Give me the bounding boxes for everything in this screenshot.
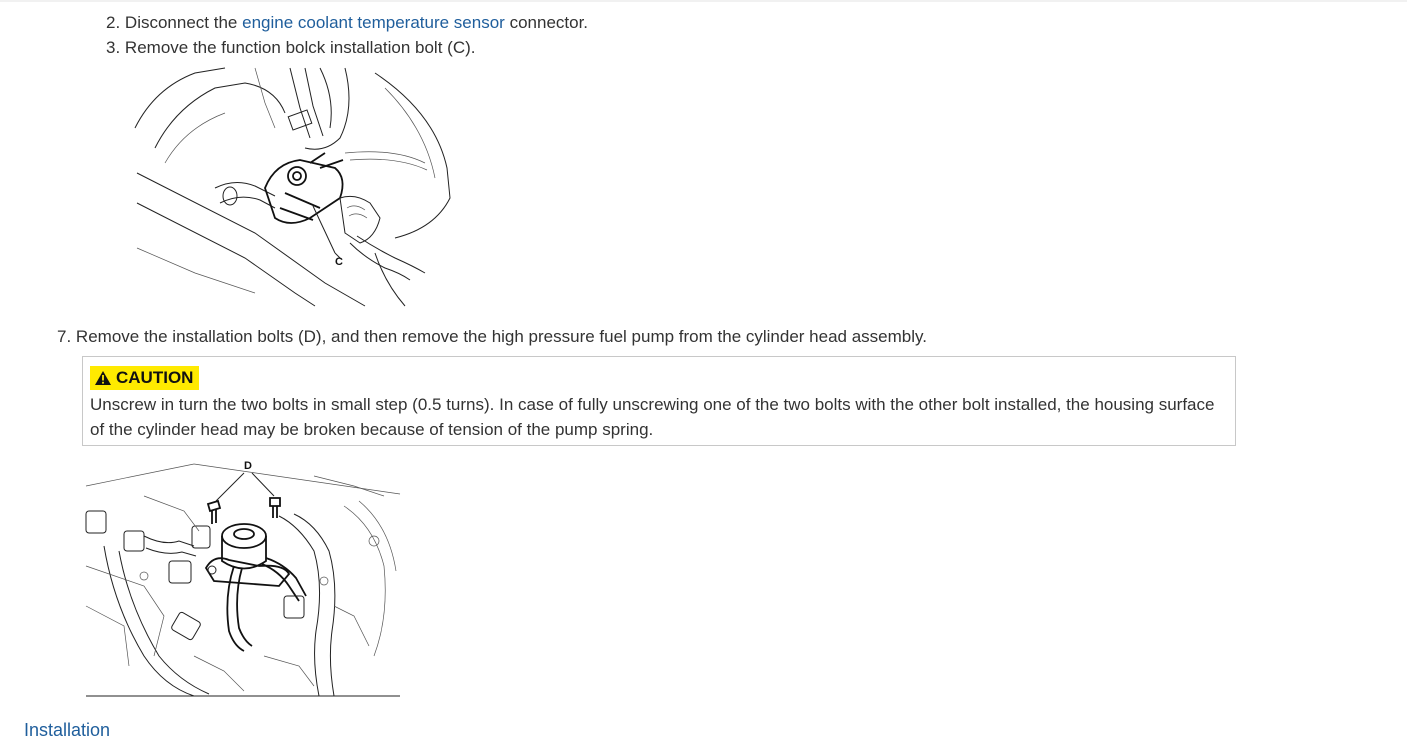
step-7 xyxy=(57,327,927,347)
installation-link-text[interactable]: Installation xyxy=(24,720,111,740)
caution-badge xyxy=(90,366,199,390)
substep-2-text-after: connector. xyxy=(509,13,589,32)
installation-section-link[interactable] xyxy=(24,720,134,740)
fuel-pump-bolts-figure xyxy=(84,456,402,700)
engine-coolant-temperature-sensor-link[interactable]: engine coolant temperature sensor xyxy=(242,13,505,32)
function-block-bolt-figure xyxy=(135,68,455,308)
substep-2-number: 2. xyxy=(106,13,121,32)
substep-3 xyxy=(106,38,475,58)
substep-2 xyxy=(106,13,588,33)
top-divider xyxy=(0,0,1407,2)
callout-c-label: C xyxy=(335,256,343,268)
caution-text: Unscrew in turn the two bolts in small step (0.5 turns). In case of fully unscrewing one of the two bolts with the other bolt installed, the housing surface of the cylinder head may be broken because of tension of the pump spring. xyxy=(90,395,1215,439)
substep-3-number: 3. xyxy=(106,38,121,57)
substep-2-text-before: Disconnect the xyxy=(124,13,238,32)
warning-triangle-icon xyxy=(94,370,112,386)
caution-label: CAUTION xyxy=(116,368,194,387)
function-block-bolt-illustration xyxy=(135,68,455,308)
fuel-pump-bolts-illustration xyxy=(84,456,402,700)
caution-box xyxy=(82,356,1236,446)
step-7-text: Remove the installation bolts (D), and then remove the high pressure fuel pump from the cylinder head assembly. xyxy=(75,327,927,346)
step-7-number: 7. xyxy=(57,327,72,346)
callout-d-label: D xyxy=(244,460,252,472)
substep-3-text: Remove the function bolck installation bolt (C). xyxy=(124,38,476,57)
